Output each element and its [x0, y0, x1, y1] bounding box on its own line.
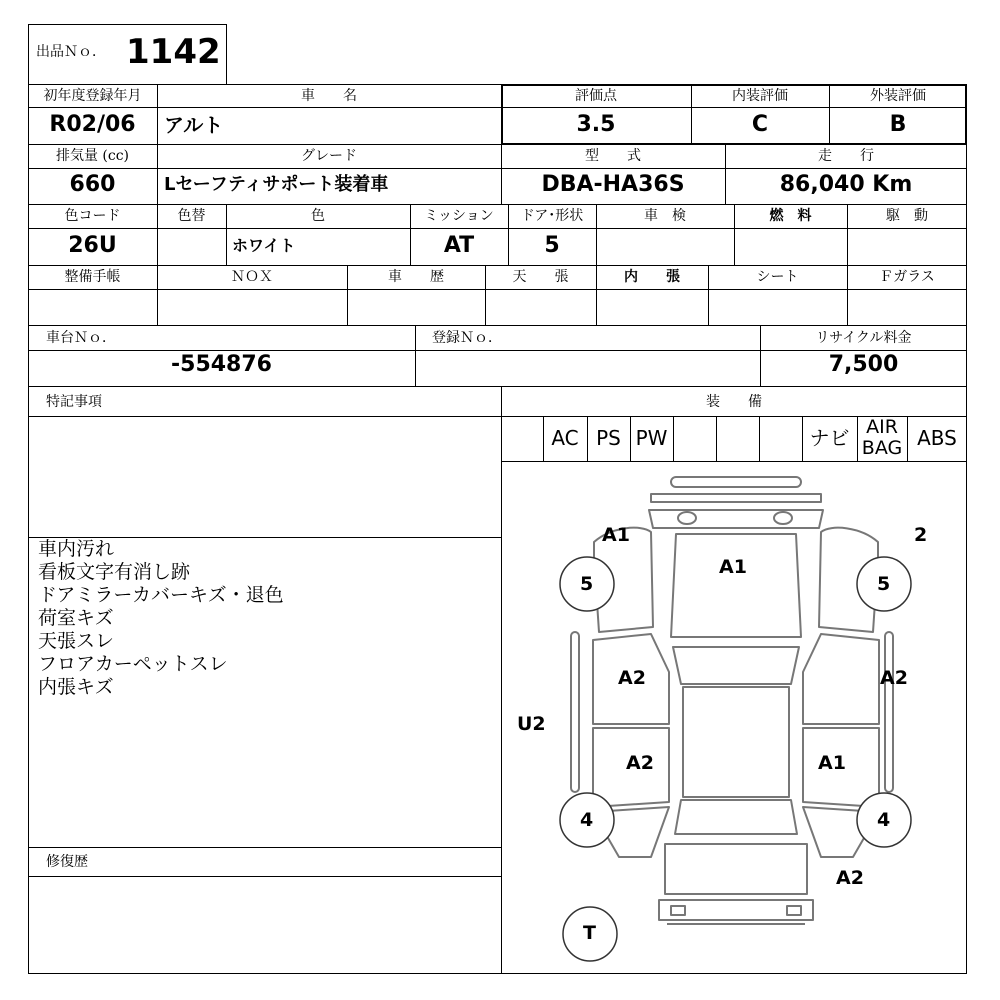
damage-a2-right-front: A2 — [880, 667, 908, 689]
car-diagram — [501, 462, 967, 974]
interior-lining-label: 内 張 — [624, 269, 680, 285]
glass-label: Ｆガラス — [879, 269, 935, 285]
mileage-value: 86,040 Km — [779, 172, 913, 197]
fuel-label: 燃 料 — [769, 208, 812, 224]
exterior-rating-label: 外装評価 — [870, 88, 926, 104]
tailgate — [665, 844, 807, 894]
color-code-label: 色コード — [64, 208, 121, 224]
divider — [716, 416, 717, 461]
left-taillight — [671, 906, 685, 915]
damage-t: T — [583, 922, 596, 944]
equipment-pw: PW — [635, 426, 668, 450]
transmission-value: AT — [443, 233, 475, 258]
chassis-value: -554876 — [171, 352, 272, 377]
score-label: 評価点 — [575, 88, 617, 104]
equipment-label: 装 備 — [706, 394, 762, 410]
damage-a1-front-left: A1 — [602, 524, 630, 546]
equipment-airbag-line2: BAG — [861, 437, 903, 459]
rear-window — [675, 800, 797, 834]
doors-label: ドア･形状 — [520, 208, 584, 224]
drive-label: 駆 動 — [886, 208, 928, 224]
hood — [671, 534, 801, 637]
car-name-label: 車 名 — [301, 88, 357, 104]
first-registration-value: R02/06 — [49, 112, 136, 137]
mileage-label: 走 行 — [818, 148, 874, 164]
divider — [28, 265, 967, 266]
damage-a2-left-rear: A2 — [626, 752, 654, 774]
recycle-label: リサイクル料金 — [815, 330, 912, 346]
right-front-door — [803, 634, 879, 724]
repair-history-label: 修復歴 — [46, 854, 88, 870]
interior-rating-label: 内装評価 — [732, 88, 788, 104]
inspection-label: 車 検 — [644, 208, 686, 224]
maintenance-label: 整備手帳 — [64, 269, 121, 285]
recycle-value: 7,500 — [828, 352, 899, 377]
damage-4-left: 4 — [580, 809, 594, 831]
equipment-airbag-line1: AIR — [866, 416, 898, 438]
nox-label: ＮＯＸ — [231, 269, 273, 285]
damage-a1-right-rear: A1 — [818, 752, 846, 774]
displacement-value: 660 — [69, 172, 116, 197]
divider — [28, 204, 967, 205]
note-line: 荷室キズ — [38, 607, 114, 629]
score-value: 3.5 — [576, 112, 616, 137]
model-value: DBA-HA36S — [541, 172, 685, 197]
note-line: 内張キズ — [38, 676, 114, 698]
divider — [673, 416, 674, 461]
history-label: 車 歴 — [388, 269, 444, 285]
color-change-label: 色替 — [177, 208, 206, 224]
divider — [415, 325, 416, 386]
interior-rating-value: C — [751, 112, 769, 137]
lot-number-label: 出品Ｎｏ． — [36, 44, 106, 60]
note-line: 天張スレ — [38, 630, 115, 652]
ceiling-label: 天 張 — [512, 269, 569, 285]
divider — [28, 847, 501, 848]
model-label: 型 式 — [585, 148, 641, 164]
right-sill — [885, 632, 893, 792]
equipment-airbag — [857, 417, 907, 461]
seat-label: シート — [756, 269, 799, 285]
first-registration-label: 初年度登録年月 — [43, 88, 142, 104]
divider — [28, 876, 501, 877]
right-headlight — [774, 512, 792, 524]
chassis-label: 車台Ｎｏ． — [46, 330, 116, 346]
doors-value: 5 — [544, 233, 560, 258]
grade-value: Lセーフティサポート装着車 — [164, 174, 389, 195]
color-value: ホワイト — [232, 236, 296, 255]
note-line: 看板文字有消し跡 — [38, 561, 191, 583]
notes-list — [38, 538, 498, 699]
damage-a2-left-front: A2 — [618, 667, 646, 689]
equipment-abs: ABS — [917, 426, 957, 450]
grade-label: グレード — [301, 148, 357, 164]
notes-label: 特記事項 — [46, 394, 102, 410]
front-bumper — [671, 477, 801, 487]
damage-a2-rear: A2 — [836, 867, 864, 889]
car-name-value: アルト — [164, 113, 224, 137]
note-line: 車内汚れ — [38, 538, 115, 560]
equipment-ps: PS — [596, 426, 621, 450]
damage-4-right: 4 — [877, 809, 891, 831]
left-sill — [571, 632, 579, 792]
equipment-navi: ナビ — [809, 426, 850, 450]
transmission-label: ミッション — [424, 208, 494, 224]
divider — [28, 325, 967, 326]
divider — [759, 416, 760, 461]
damage-5-right: 5 — [877, 573, 891, 595]
grille — [649, 510, 823, 528]
damage-2: 2 — [914, 524, 928, 546]
exterior-rating-value: B — [889, 112, 907, 137]
damage-u2: U2 — [517, 713, 546, 735]
color-label: 色 — [311, 208, 325, 224]
rear-bumper — [659, 900, 813, 920]
note-line: ドアミラーカバーキズ・退色 — [38, 584, 284, 606]
divider — [28, 386, 967, 387]
windshield — [673, 647, 799, 684]
left-headlight — [678, 512, 696, 524]
damage-5-left: 5 — [580, 573, 594, 595]
roof — [683, 687, 789, 797]
registration-label: 登録Ｎｏ． — [432, 330, 502, 346]
color-code-value: 26U — [68, 233, 117, 258]
damage-a1-hood: A1 — [719, 556, 747, 578]
lot-number: 1142 — [126, 32, 221, 72]
note-line: フロアカーペットスレ — [38, 653, 228, 675]
right-taillight — [787, 906, 801, 915]
displacement-label: 排気量 (cc) — [55, 148, 130, 164]
divider — [28, 289, 967, 290]
equipment-ac: AC — [551, 426, 579, 450]
front-bumper-lower — [651, 494, 821, 502]
